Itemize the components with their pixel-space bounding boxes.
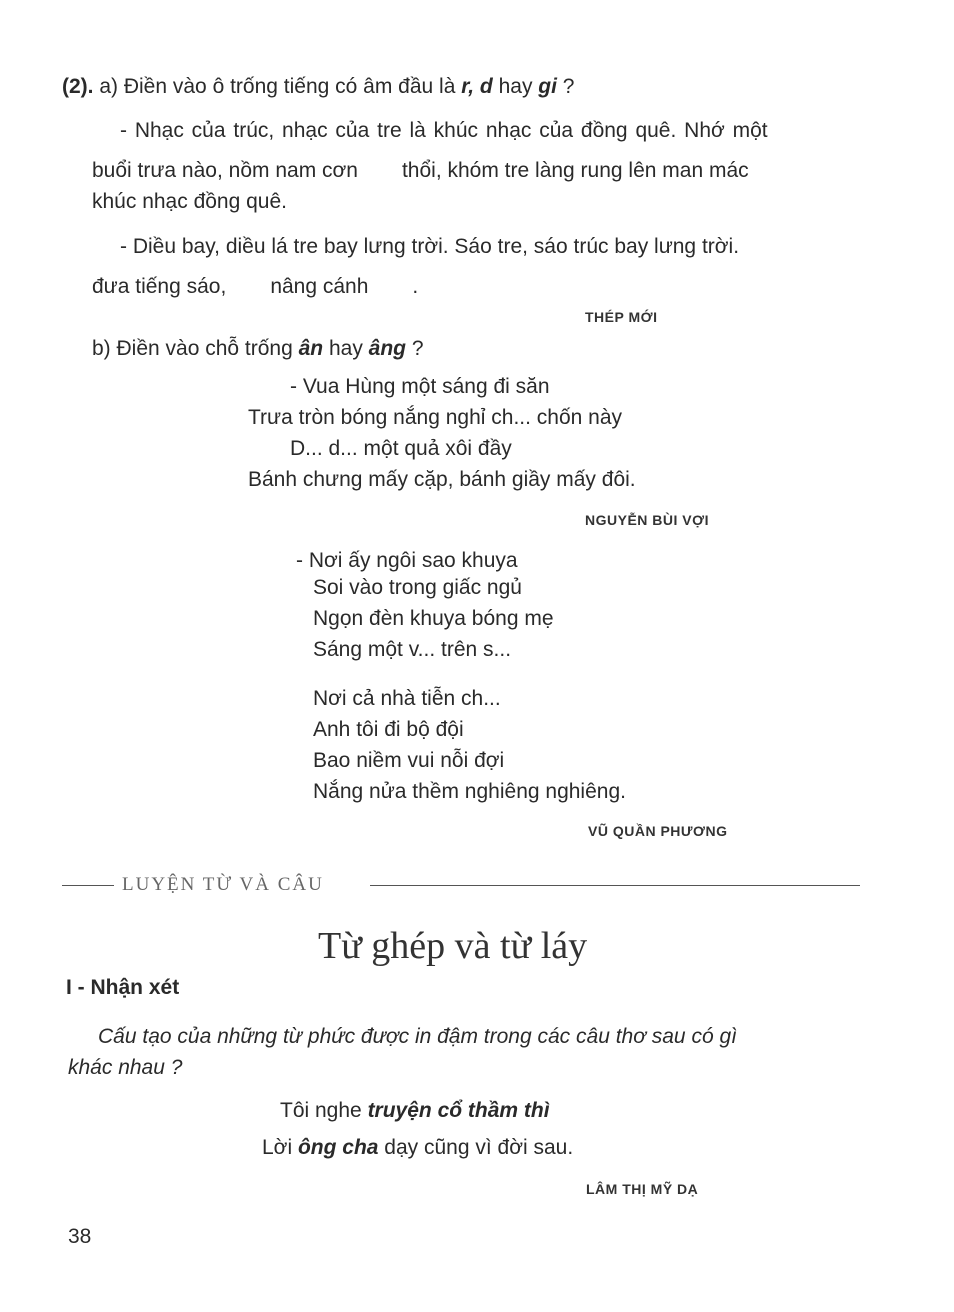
part-b-heading — [92, 334, 424, 364]
poem1-line-4: Bánh chưng mấy cặp, bánh giầy mấy đôi. — [248, 468, 636, 491]
divider-line-left — [62, 885, 114, 886]
part-a-letters: r, d — [461, 75, 493, 98]
question-line-2: khác nhau ? — [68, 1056, 183, 1079]
section-label: LUYỆN TỪ VÀ CÂU — [122, 874, 324, 895]
p1-line2-part-b: thổi, khóm tre làng rung lên man mác — [401, 159, 749, 182]
part-b-prefix: b) Điền vào chỗ trống — [92, 337, 299, 360]
paragraph-2-line-1: - Diều bay, diều lá tre bay lưng trời. Sáo tre, sáo trúc bay lưng trời. — [120, 235, 740, 258]
verse-line-2 — [262, 1132, 573, 1163]
poem2-line-7: Bao niềm vui nỗi đợi — [313, 749, 505, 772]
verse1-part-a: Tôi nghe — [280, 1099, 368, 1122]
part-a-gi: gi — [538, 75, 557, 98]
exercise-number: (2). — [62, 75, 94, 98]
author-nguyen-bui-voi: NGUYỄN BÙI VỢI — [585, 512, 709, 528]
poem1-line-2: Trưa tròn bóng nắng nghỉ ch... chốn này — [248, 406, 623, 429]
poem2-line-5: Nơi cả nhà tiễn ch... — [313, 687, 501, 710]
paragraph-1-line-2 — [92, 156, 749, 186]
divider-line-right — [370, 885, 860, 886]
question-line-1: Cấu tạo của những từ phức được in đậm trong các câu thơ sau có gì — [98, 1025, 737, 1048]
part-a-end: ? — [556, 75, 575, 98]
part-b-mid: hay — [323, 337, 369, 360]
verse1-bold: truyện cổ thầm thì — [367, 1099, 550, 1122]
exercise-2-heading — [62, 72, 574, 102]
poem2-line-8: Nắng nửa thềm nghiêng nghiêng. — [313, 780, 626, 803]
verse2-bold: ông cha — [297, 1136, 379, 1159]
verse-line-1 — [280, 1095, 550, 1126]
poem2-line-6: Anh tôi đi bộ đội — [313, 718, 464, 741]
poem2-line-2: Soi vào trong giấc ngủ — [313, 576, 522, 599]
poem2-line-3: Ngọn đèn khuya bóng mẹ — [313, 607, 554, 630]
lesson-title: Từ ghép và từ láy — [318, 925, 588, 967]
verse2-part-a: Lời — [262, 1136, 298, 1159]
verse2-part-c: dạy cũng vì đời sau. — [378, 1136, 574, 1159]
section-divider — [62, 874, 860, 896]
p2-line2-part-b: nâng cánh — [270, 275, 369, 298]
part-b-ang: âng — [368, 337, 407, 360]
author-lam-thi-my-da: LÂM THỊ MỸ DẠ — [586, 1181, 699, 1197]
author-thep-moi: THÉP MỚI — [585, 309, 658, 325]
page-number: 38 — [68, 1225, 92, 1248]
part-b-an: ân — [298, 337, 324, 360]
part-b-end: ? — [406, 337, 424, 360]
part-a-mid: hay — [492, 75, 539, 98]
author-vu-quan-phuong: VŨ QUẦN PHƯƠNG — [588, 823, 728, 839]
poem2-line-1: - Nơi ấy ngôi sao khuya — [296, 549, 518, 572]
paragraph-1-line-1: - Nhạc của trúc, nhạc của tre là khúc nhạc của đồng quê. Nhớ một — [120, 119, 768, 142]
p2-line2-part-a: đưa tiếng sáo, — [92, 275, 227, 298]
subheading-nhan-xet: I - Nhận xét — [66, 976, 180, 999]
p2-line2-part-c: . — [412, 275, 419, 298]
poem2-line-4: Sáng một v... trên s... — [313, 638, 512, 661]
poem1-line-3: D... d... một quả xôi đầy — [290, 437, 512, 460]
part-a-prefix: a) Điền vào ô trống tiếng có âm đầu là — [99, 75, 462, 98]
paragraph-2-line-2 — [92, 272, 418, 302]
p1-line2-part-a: buổi trưa nào, nồm nam cơn — [92, 159, 358, 182]
poem1-line-1: - Vua Hùng một sáng đi săn — [290, 375, 550, 398]
paragraph-1-line-3: khúc nhạc đồng quê. — [92, 190, 287, 213]
